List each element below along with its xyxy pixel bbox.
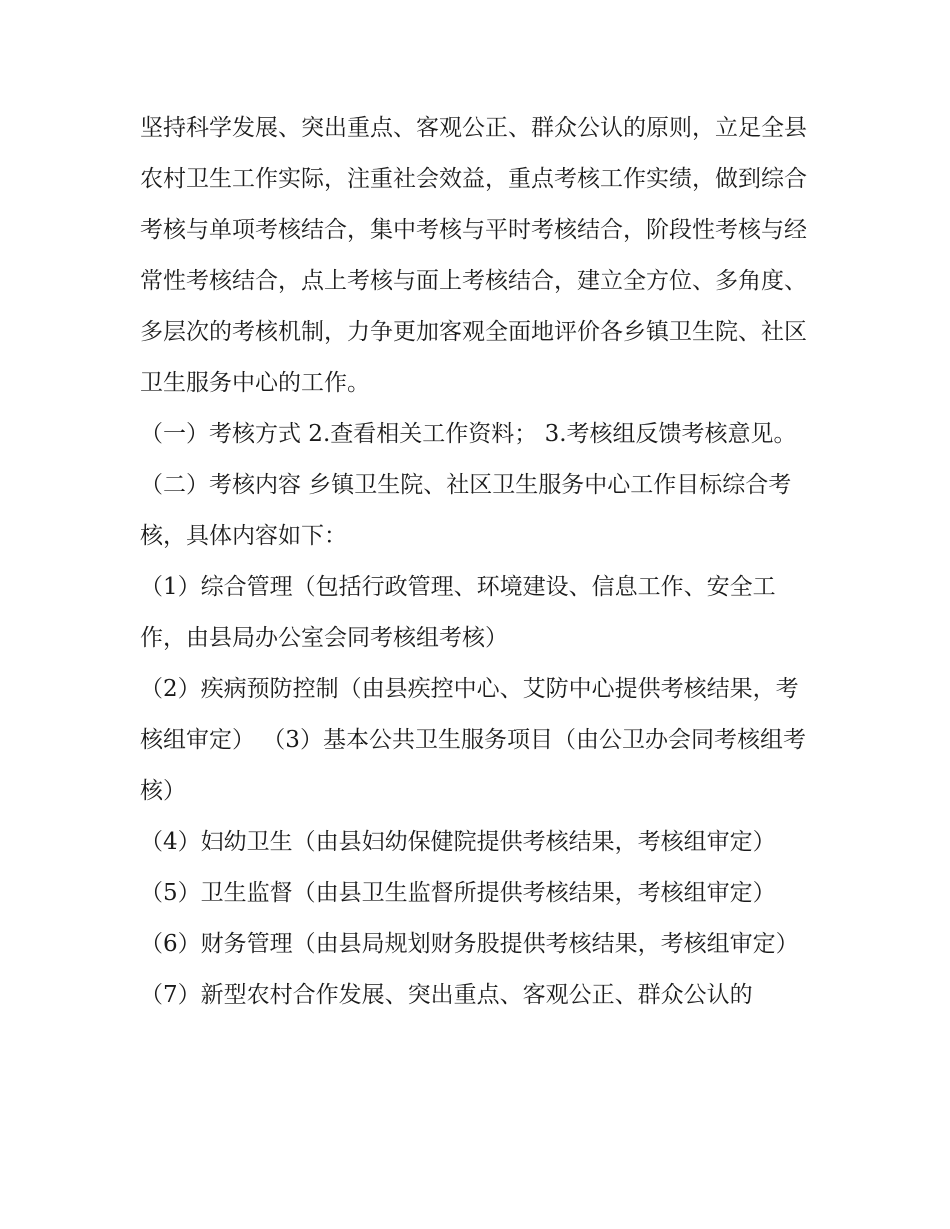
intro-paragraph: 坚持科学发展、突出重点、客观公正、群众公认的原则，立足全县农村卫生工作实际，注重社会效益，重点考核工作实绩，做到综合考核与单项考核结合，集中考核与平时考核结合，阶段性考核与经常性考核结合，点上考核与面上考核结合，建立全方位、多角度、多层次的考核机制，力争更加客观全面地评价各乡镇卫生院、社区卫生服务中心的工作。 — [140, 115, 807, 396]
list-item-4-5: （4）妇幼卫生（由县妇幼保健院提供考核结果，考核组审定） （5）卫生监督（由县卫生监督所提供考核结果，考核组审定） — [140, 829, 776, 906]
list-item-1: （1）综合管理（包括行政管理、环境建设、信息工作、安全工作，由县局办公室会同考核组考核） — [140, 574, 776, 651]
document-body — [140, 103, 820, 1021]
list-item-6: （6）财务管理（由县局规划财务股提供考核结果，考核组审定） — [140, 931, 799, 957]
assessment-method-paragraph: （一）考核方式 2.查看相关工作资料； 3.考核组反馈考核意见。 （二）考核内容 乡镇卫生院、社区卫生服务中心工作目标综合考核，具体内容如下： — [140, 421, 797, 549]
list-item-2-3: （2）疾病预防控制（由县疾控中心、艾防中心提供考核结果，考核组审定） （3）基本公共卫生服务项目（由公卫办会同考核组考核） — [140, 676, 806, 804]
list-item-7: （7）新型农村合作发展、突出重点、客观公正、群众公认的 — [140, 982, 753, 1008]
